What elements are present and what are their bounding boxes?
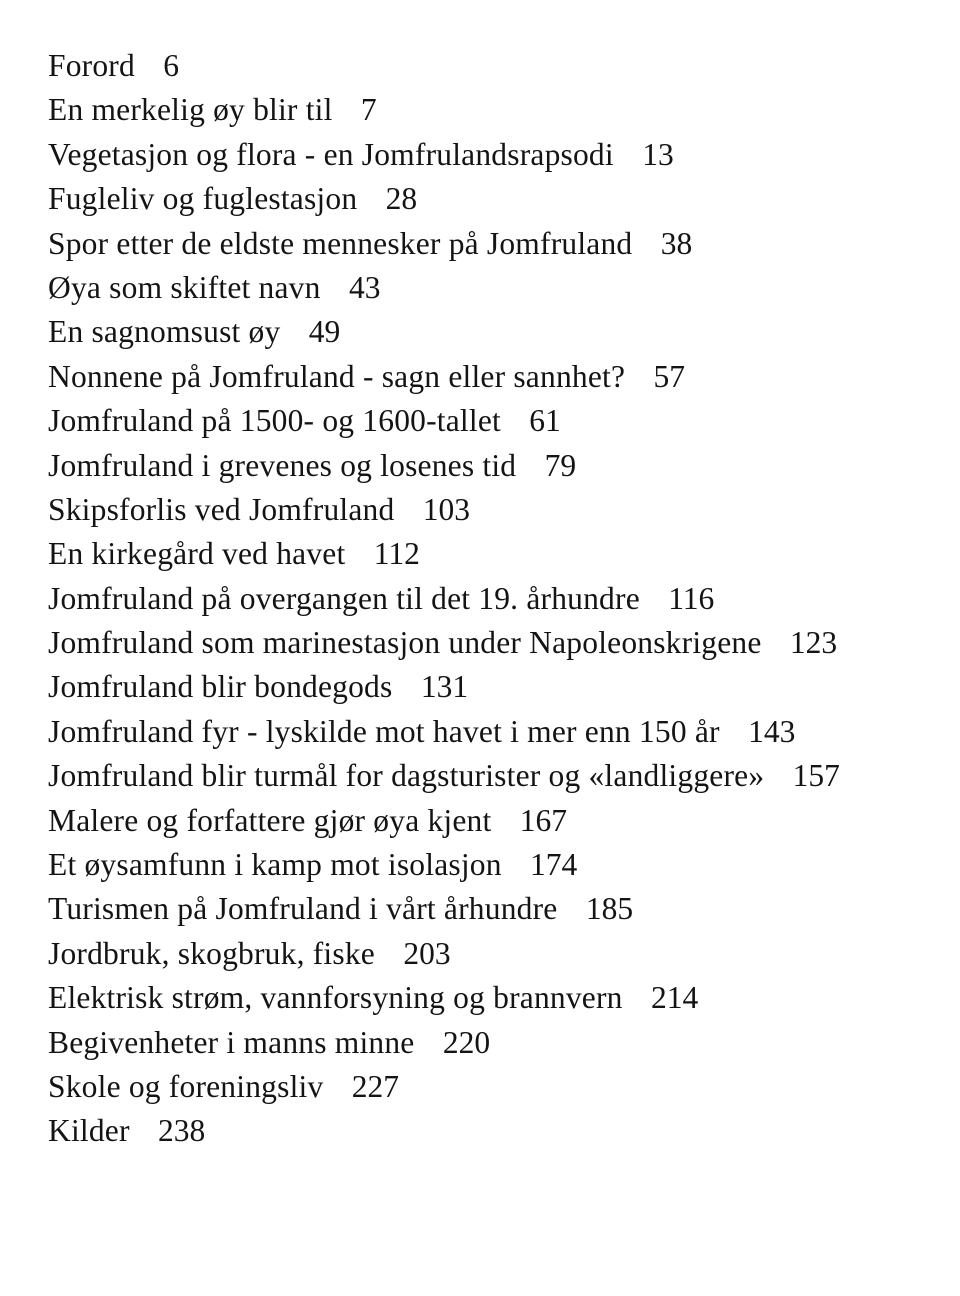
toc-entry-title: Jomfruland på overgangen til det 19. århundre [48, 580, 640, 616]
toc-entry-page-number: 220 [442, 1024, 491, 1060]
toc-entry-title: Elektrisk strøm, vannforsyning og brannvern [48, 980, 623, 1016]
toc-entry [48, 976, 840, 1020]
toc-entry-title: Jomfruland på 1500- og 1600-tallet [48, 403, 501, 439]
toc-entry-page-number: 143 [748, 713, 796, 749]
toc-entry [48, 133, 840, 177]
toc-entry-title: Jordbruk, skogbruk, fiske [48, 935, 375, 971]
toc-entry-page-number: 116 [668, 580, 715, 616]
toc-entry-title: Nonnene på Jomfruland - sagn eller sannhet? [48, 358, 626, 394]
toc-entry-page-number: 13 [642, 136, 674, 172]
toc-entry-page-number: 61 [529, 403, 561, 439]
toc-entry-page-number: 43 [348, 269, 381, 305]
toc-entry-title: Jomfruland fyr - lyskilde mot havet i mer enn 150 år [48, 713, 720, 749]
toc-entry-page-number: 28 [385, 181, 418, 217]
toc-entry-title: Begivenheter i manns minne [48, 1024, 415, 1060]
toc-entry-title: Øya som skiftet navn [48, 269, 321, 305]
table-of-contents [48, 44, 840, 1154]
toc-entry-title: Jomfruland blir turmål for dagsturister og «landliggere» [48, 758, 765, 794]
toc-entry-title: Forord [48, 48, 135, 83]
toc-entry-page-number: 157 [792, 758, 840, 794]
toc-entry [48, 1021, 840, 1065]
toc-entry [48, 310, 840, 354]
toc-entry [48, 88, 840, 132]
toc-entry-page-number: 227 [351, 1068, 400, 1104]
toc-entry-title: Jomfruland blir bondegods [48, 669, 393, 705]
toc-entry-title: Vegetasjon og flora - en Jomfrulandsrapsodi [48, 136, 614, 172]
toc-entry-title: Kilder [48, 1113, 130, 1149]
toc-entry-title: En sagnomsust øy [48, 314, 281, 350]
toc-entry [48, 843, 840, 887]
toc-entry-title: Fugleliv og fuglestasjon [48, 181, 358, 217]
toc-entry [48, 222, 840, 266]
toc-entry [48, 710, 840, 754]
toc-entry [48, 399, 840, 443]
toc-entry-page-number: 7 [360, 92, 377, 128]
toc-entry-page-number: 203 [403, 935, 451, 971]
toc-entry-title: Malere og forfattere gjør øya kjent [48, 802, 492, 838]
toc-entry [48, 355, 840, 399]
toc-entry-title: Spor etter de eldste mennesker på Jomfruland [48, 225, 633, 261]
toc-entry-title: Jomfruland i grevenes og losenes tid [48, 447, 517, 483]
toc-entry-title: Turismen på Jomfruland i vårt århundre [48, 891, 558, 927]
toc-entry [48, 577, 840, 621]
toc-entry-page-number: 238 [158, 1113, 206, 1149]
toc-entry-title: Jomfruland som marinestasjon under Napoleonskrigene [48, 625, 762, 661]
toc-entry-title: En merkelig øy blir til [48, 92, 333, 128]
toc-entry [48, 1109, 840, 1153]
toc-entry [48, 887, 840, 931]
toc-entry [48, 177, 840, 221]
toc-entry-page-number: 131 [420, 669, 469, 705]
toc-entry-title: Et øysamfunn i kamp mot isolasjon [48, 847, 502, 883]
toc-entry-page-number: 214 [650, 980, 699, 1016]
toc-entry [48, 799, 840, 843]
toc-entry-page-number: 174 [530, 847, 578, 883]
toc-entry [48, 444, 840, 488]
toc-entry [48, 532, 840, 576]
toc-entry [48, 44, 840, 88]
toc-entry [48, 754, 840, 798]
toc-entry-page-number: 185 [585, 891, 634, 927]
toc-entry [48, 1065, 840, 1109]
toc-entry [48, 932, 840, 976]
toc-entry-page-number: 57 [653, 358, 685, 394]
toc-entry-page-number: 167 [519, 802, 568, 838]
toc-entry-page-number: 38 [660, 225, 693, 261]
toc-entry [48, 621, 840, 665]
toc-entry-page-number: 6 [163, 48, 180, 83]
toc-entry-page-number: 123 [789, 625, 838, 661]
toc-entry-title: En kirkegård ved havet [48, 536, 346, 572]
toc-entry-page-number: 103 [422, 491, 471, 527]
toc-entry-page-number: 112 [373, 536, 420, 572]
toc-entry-page-number: 79 [544, 447, 577, 483]
toc-entry [48, 665, 840, 709]
toc-entry [48, 266, 840, 310]
toc-entry [48, 488, 840, 532]
toc-entry-page-number: 49 [308, 314, 341, 350]
toc-entry-title: Skipsforlis ved Jomfruland [48, 491, 395, 527]
toc-entry-title: Skole og foreningsliv [48, 1068, 324, 1104]
